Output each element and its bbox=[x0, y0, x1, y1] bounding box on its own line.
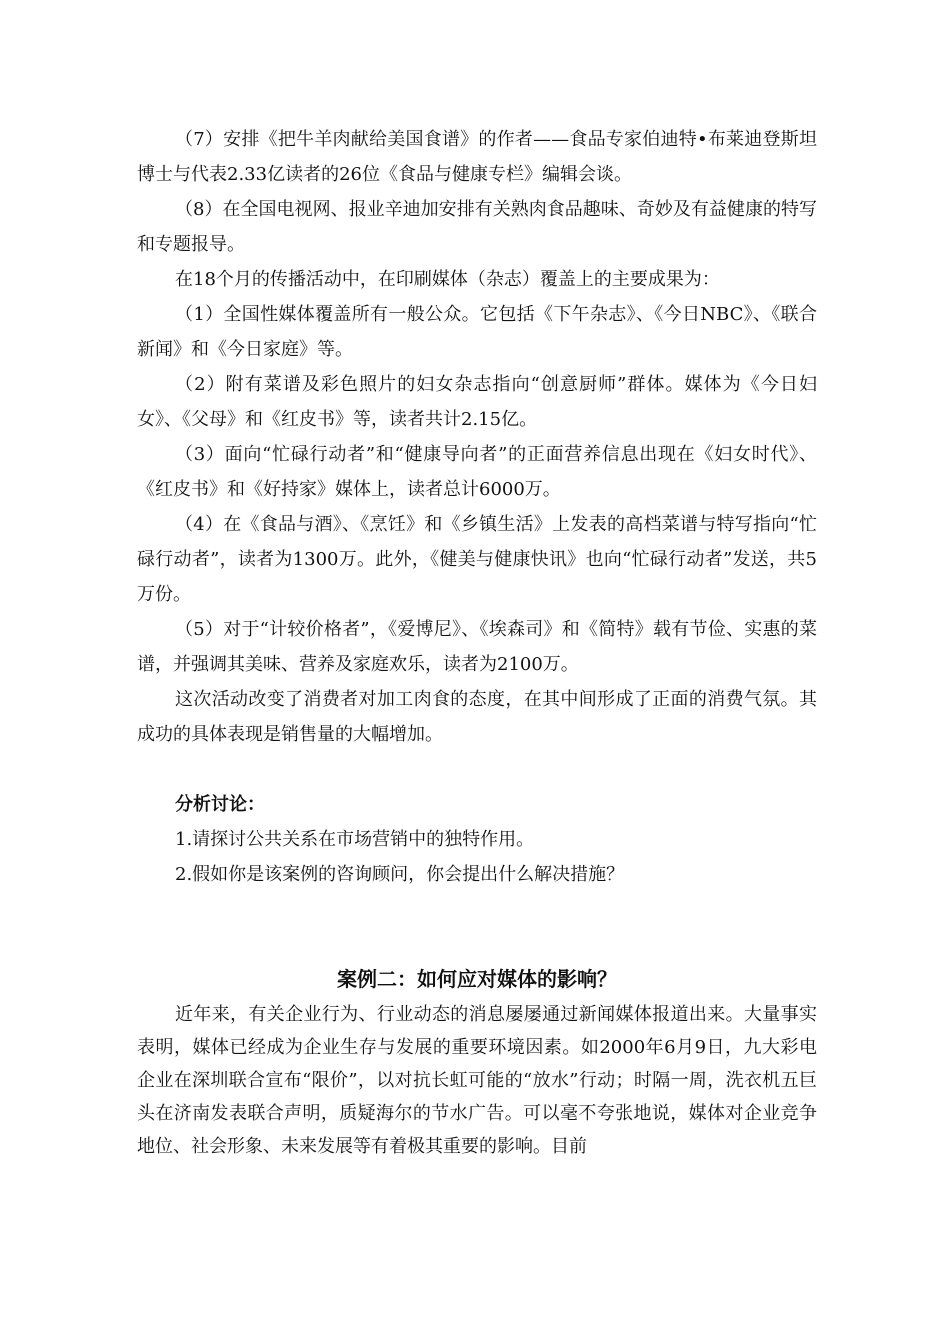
paragraph-item-8: （8）在全国电视网、报业辛迪加安排有关熟肉食品趣味、奇妙及有益健康的特写和专题报导。 bbox=[137, 199, 817, 255]
discussion-question-1: 1.请探讨公共关系在市场营销中的独特作用。 bbox=[175, 829, 535, 850]
paragraph-conclusion: 这次活动改变了消费者对加工肉食的态度，在其中间形成了正面的消费气氛。其成功的具体表现是销售量的大幅增加。 bbox=[137, 689, 817, 745]
case-two-body: 近年来，有关企业行为、行业动态的消息屡屡通过新闻媒体报道出来。大量事实表明，媒体已经成为企业生存与发展的重要环境因素。如2000年6月9日，九大彩电企业在深圳联合宣布“限价”，以对抗长虹可能的“放水”行动；时隔一周，洗衣机五巨头在济南发表联合声明，质疑海尔的节水广告。可以毫不夸张地说，媒体对企业竞争地位、社会形象、未来发展等有着极其重要的影响。目前 bbox=[137, 1004, 817, 1157]
paragraph-item-7: （7）安排《把牛羊肉献给美国食谱》的作者——食品专家伯迪特•布莱迪登斯坦博士与代表2.33亿读者的26位《食品与健康专栏》编辑会谈。 bbox=[137, 129, 817, 185]
paragraph-result-2: （2）附有菜谱及彩色照片的妇女杂志指向“创意厨师”群体。媒体为《今日妇女》、《父母》和《红皮书》等，读者共计2.15亿。 bbox=[137, 374, 817, 430]
spacer bbox=[137, 752, 817, 787]
paragraph-results-intro: 在18个月的传播活动中，在印刷媒体（杂志）覆盖上的主要成果为： bbox=[175, 269, 720, 290]
discussion-heading: 分析讨论： bbox=[175, 794, 265, 815]
case-two-title: 案例二：如何应对媒体的影响？ bbox=[337, 967, 617, 991]
document-page bbox=[137, 122, 817, 1163]
paragraph-result-1: （1）全国性媒体覆盖所有一般公众。它包括《下午杂志》、《今日NBC》、《联合新闻》和《今日家庭》等。 bbox=[137, 304, 817, 360]
paragraph-result-4: （4）在《食品与酒》、《烹饪》和《乡镇生活》上发表的高档菜谱与特写指向“忙碌行动者”，读者为1300万。此外，《健美与健康快讯》也向“忙碌行动者”发送，共5万份。 bbox=[137, 514, 817, 605]
paragraph-result-5: （5）对于“计较价格者”，《爱博尼》、《埃森司》和《简特》载有节俭、实惠的菜谱，并强调其美味、营养及家庭欢乐，读者为2100万。 bbox=[137, 619, 817, 675]
spacer bbox=[137, 892, 817, 960]
paragraph-result-3: （3）面向“忙碌行动者”和“健康导向者”的正面营养信息出现在《妇女时代》、《红皮书》和《好持家》媒体上，读者总计6000万。 bbox=[137, 444, 817, 500]
discussion-question-2: 2.假如你是该案例的咨询顾问，你会提出什么解决措施？ bbox=[175, 864, 625, 885]
